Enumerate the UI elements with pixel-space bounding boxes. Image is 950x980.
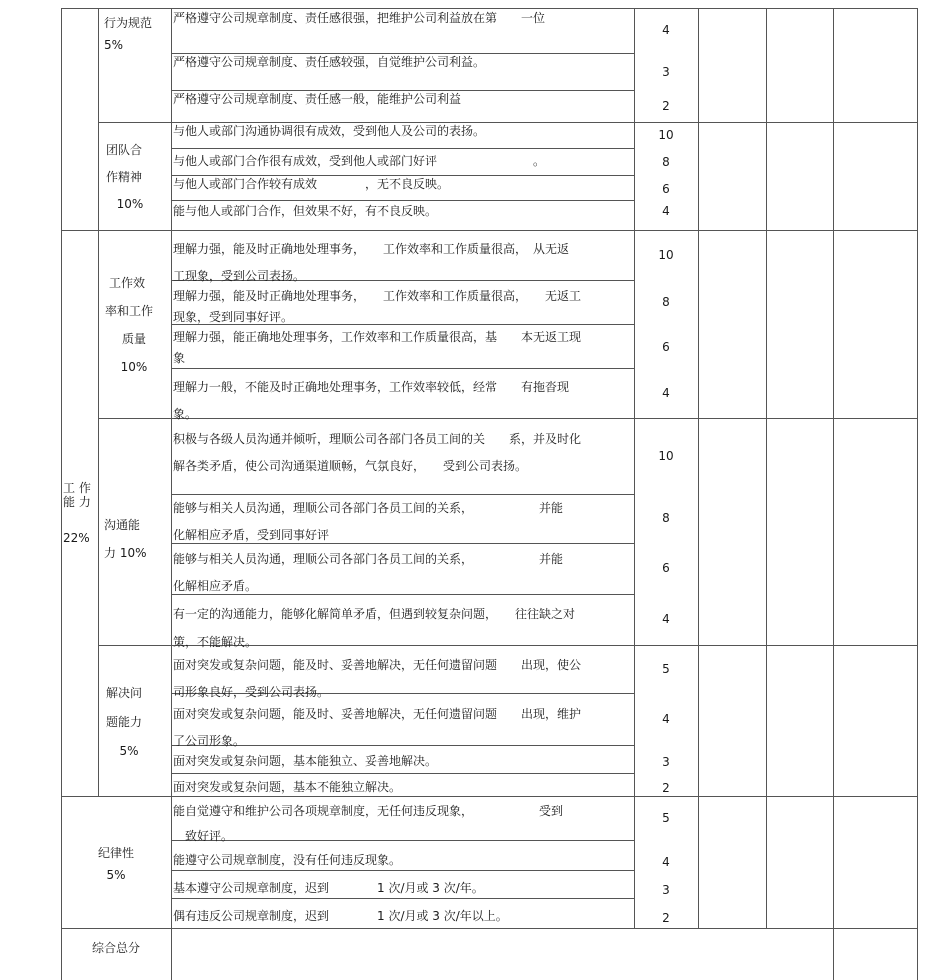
- criteria-text: 能遵守公司规章制度，没有任何违反现象。: [173, 853, 402, 867]
- score-value: 2: [662, 99, 670, 113]
- grid-line: [833, 8, 834, 980]
- category-label: 沟通能 力 10%: [104, 518, 147, 560]
- score-value: 10: [658, 248, 674, 262]
- grid-line: [171, 90, 634, 91]
- criteria-text: 能够与相关人员沟通，理顺公司各部门各员工间的关系， 并能 化解相应矛盾。: [173, 552, 564, 593]
- score-value: 3: [662, 755, 670, 769]
- criteria-text: 严格遵守公司规章制度、责任感较强，自觉维护公司利益。: [173, 55, 486, 69]
- criteria-text: 偶有违反公司规章制度，迟到 1 次/月或 3 次/年以上。: [173, 909, 508, 923]
- section-label: 工 作 能 力 22%: [63, 481, 91, 545]
- criteria-text: 理解力强，能正确地处理事务，工作效率和工作质量很高，基 本无返工现 象: [173, 330, 582, 365]
- criteria-text: 能与他人或部门合作，但效果不好，有不良反映。: [173, 204, 438, 218]
- criteria-text: 能自觉遵守和维护公司各项规章制度，无任何违反现象， 受到 致好评。: [173, 804, 564, 843]
- criteria-text: 面对突发或复杂问题，基本不能独立解决。: [173, 780, 402, 794]
- criteria-text: 理解力强，能及时正确地处理事务， 工作效率和工作质量很高， 从无返 工现象，受到公司表扬。: [173, 242, 570, 283]
- category-label: 纪律性 5%: [97, 846, 134, 882]
- criteria-text: 与他人或部门合作较有成效 ，无不良反映。: [173, 177, 450, 191]
- score-value: 10: [658, 449, 674, 463]
- grid-line: [98, 122, 918, 123]
- grid-line: [61, 8, 918, 9]
- criteria-text: 理解力强，能及时正确地处理事务， 工作效率和工作质量很高， 无返工 现象，受到同事好评。: [173, 289, 582, 324]
- score-value: 4: [662, 855, 670, 869]
- category-label: 行为规范 5%: [104, 16, 153, 52]
- category-label: 解决问 题能力 5%: [105, 686, 142, 758]
- score-value: 3: [662, 883, 670, 897]
- criteria-text: 与他人或部门沟通协调很有成效，受到他人及公司的表扬。: [173, 124, 486, 138]
- score-value: 4: [662, 204, 670, 218]
- criteria-text: 严格遵守公司规章制度、责任感很强，把维护公司利益放在第 一位: [173, 11, 546, 25]
- score-value: 8: [662, 295, 670, 309]
- category-label: 团队合 作精神 10%: [105, 143, 144, 211]
- score-value: 4: [662, 712, 670, 726]
- score-value: 6: [662, 340, 670, 354]
- score-value: 6: [662, 182, 670, 196]
- score-value: 6: [662, 561, 670, 575]
- grid-line: [698, 8, 699, 928]
- score-value: 5: [662, 662, 670, 676]
- criteria-text: 理解力一般，不能及时正确地处理事务，工作效率较低，经常 有拖沓现 象。: [173, 380, 570, 421]
- criteria-text: 有一定的沟通能力，能够化解简单矛盾，但遇到较复杂问题， 往往缺之对 策，不能解决。: [173, 607, 576, 649]
- criteria-text: 积极与各级人员沟通并倾听，理顺公司各部门各员工间的关 系，并及时化 解各类矛盾，使公司沟通渠道顺畅，气氛良好， 受到公司表扬。: [173, 432, 582, 473]
- score-value: 2: [662, 781, 670, 795]
- score-value: 2: [662, 911, 670, 925]
- grid-line: [171, 773, 634, 774]
- score-value: 5: [662, 811, 670, 825]
- score-value: 4: [662, 612, 670, 626]
- grid-line: [171, 53, 634, 54]
- criteria-text: 基本遵守公司规章制度，迟到 1 次/月或 3 次/年。: [173, 881, 484, 895]
- grid-line: [171, 148, 634, 149]
- total-label: 综合总分: [91, 941, 140, 955]
- score-value: 3: [662, 65, 670, 79]
- grid-line: [61, 230, 918, 231]
- grid-line: [171, 175, 634, 176]
- criteria-text: 与他人或部门合作很有成效，受到他人或部门好评 。: [173, 154, 546, 168]
- criteria-text: 面对突发或复杂问题，能及时、妥善地解决，无任何遗留问题 出现，维护 了公司形象。: [173, 707, 582, 748]
- category-label: 工作效 率和工作 质量 10%: [104, 276, 153, 374]
- grid-line: [61, 8, 62, 980]
- criteria-text: 严格遵守公司规章制度、责任感一般，能维护公司利益: [173, 92, 462, 106]
- score-value: 8: [662, 511, 670, 525]
- score-value: 4: [662, 23, 670, 37]
- grid-line: [766, 8, 767, 928]
- grid-line: [171, 898, 634, 899]
- criteria-text: 面对突发或复杂问题，能及时、妥善地解决，无任何遗留问题 出现，使公 司形象良好，受到公司表扬。: [173, 658, 582, 699]
- grid-line: [98, 8, 99, 796]
- score-value: 10: [658, 128, 674, 142]
- grid-line: [61, 796, 918, 797]
- grid-line: [917, 8, 918, 980]
- criteria-text: 能够与相关人员沟通，理顺公司各部门各员工间的关系， 并能 化解相应矛盾，受到同事好评: [173, 501, 564, 542]
- grid-line: [171, 870, 634, 871]
- score-value: 8: [662, 155, 670, 169]
- grid-line: [61, 928, 918, 929]
- criteria-text: 面对突发或复杂问题，基本能独立、妥善地解决。: [173, 754, 438, 768]
- score-value: 4: [662, 386, 670, 400]
- grid-line: [171, 200, 634, 201]
